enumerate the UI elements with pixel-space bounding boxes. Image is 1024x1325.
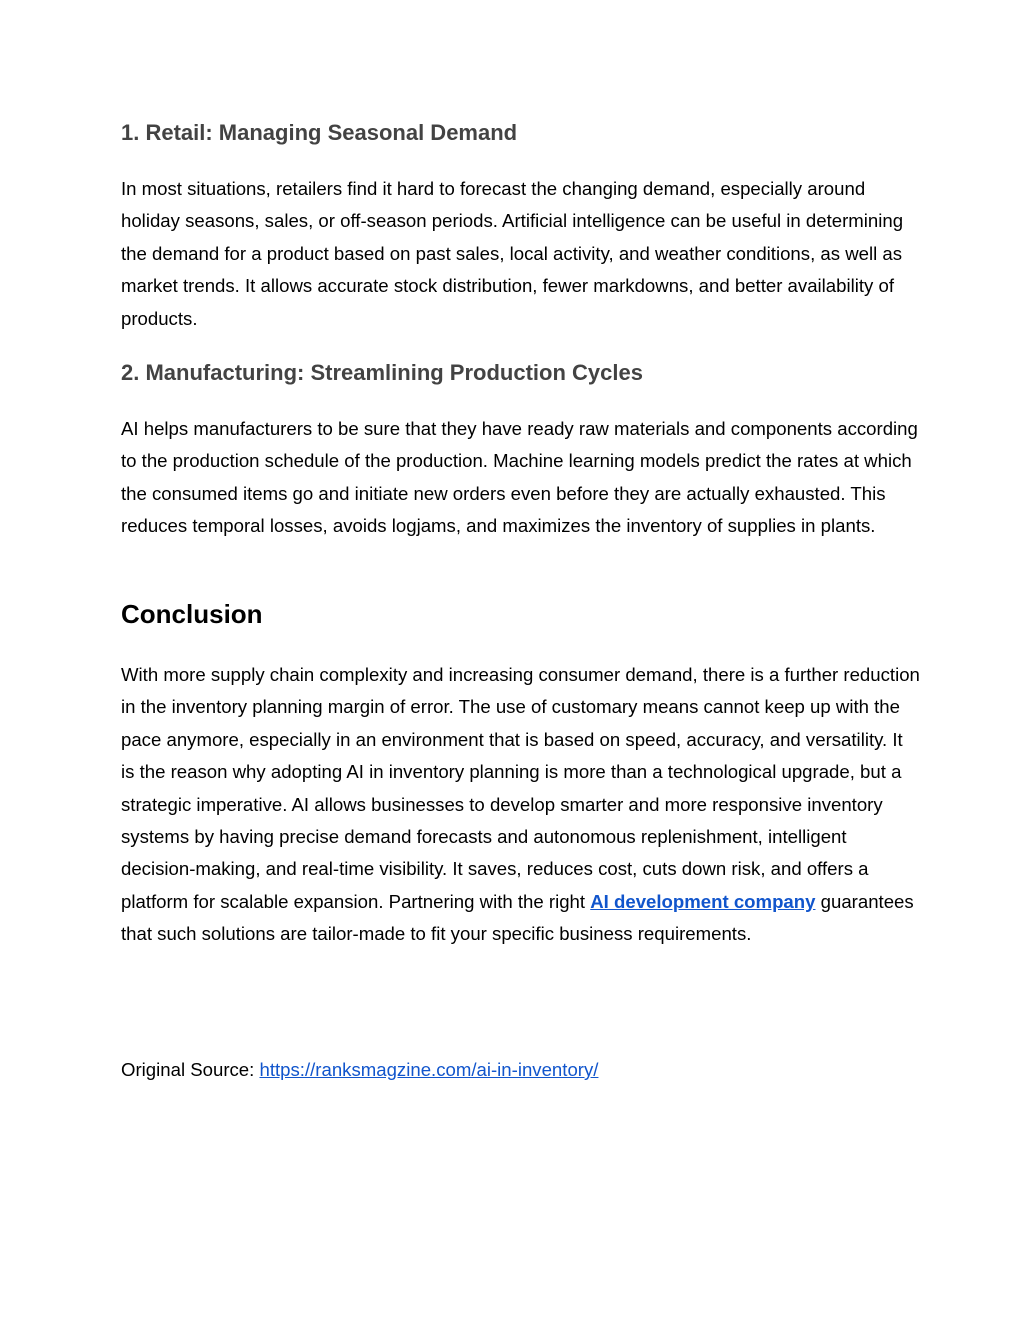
source-label: Original Source: — [121, 1059, 260, 1080]
conclusion-paragraph — [121, 659, 921, 951]
manufacturing-heading: 2. Manufacturing: Streamlining Production Cycles — [121, 360, 643, 385]
retail-paragraph: In most situations, retailers find it hard to forecast the changing demand, especially around holiday seasons, sales, or off-season periods. Artificial intelligence can be useful in determining the demand for a product based on past sales, local activity, and weather conditions, as well as market trends. It allows accurate stock distribution, fewer markdowns, and better availability of products. — [121, 178, 904, 329]
source-line — [121, 1054, 921, 1086]
source-url-link[interactable]: https://ranksmagzine.com/ai-in-inventory/ — [259, 1059, 599, 1080]
section-conclusion — [121, 599, 921, 951]
conclusion-heading: Conclusion — [121, 599, 263, 629]
manufacturing-paragraph: AI helps manufacturers to be sure that they have ready raw materials and components according to the production schedule of the production. Machine learning models predict the rates at which the consumed items go and initiate new orders even before they are actually exhausted. This reduces temporal losses, avoids logjams, and maximizes the inventory of supplies in plants. — [121, 418, 918, 537]
ai-development-company-link[interactable]: AI development company — [590, 890, 816, 912]
conclusion-text-after-link: guarantees that such solutions are tailor-made to fit your specific business requirements. — [121, 890, 914, 945]
retail-heading: 1. Retail: Managing Seasonal Demand — [121, 120, 518, 145]
section-retail — [121, 120, 921, 335]
section-manufacturing — [121, 360, 921, 543]
section-source — [121, 1054, 921, 1086]
conclusion-text-before-link: With more supply chain complexity and increasing consumer demand, there is a further reduction in the inventory planning margin of error. The use of customary means cannot keep up with the pace anymore, especially in an environment that is based on speed, accuracy, and versatility. It is the reason why adopting AI in inventory planning is more than a technological upgrade, but a strategic imperative. AI allows businesses to develop smarter and more responsive inventory systems by having precise demand forecasts and autonomous replenishment, intelligent decision-making, and real-time visibility. It saves, reduces cost, cuts down risk, and offers a platform for scalable expansion. Partnering with the right — [121, 664, 920, 912]
